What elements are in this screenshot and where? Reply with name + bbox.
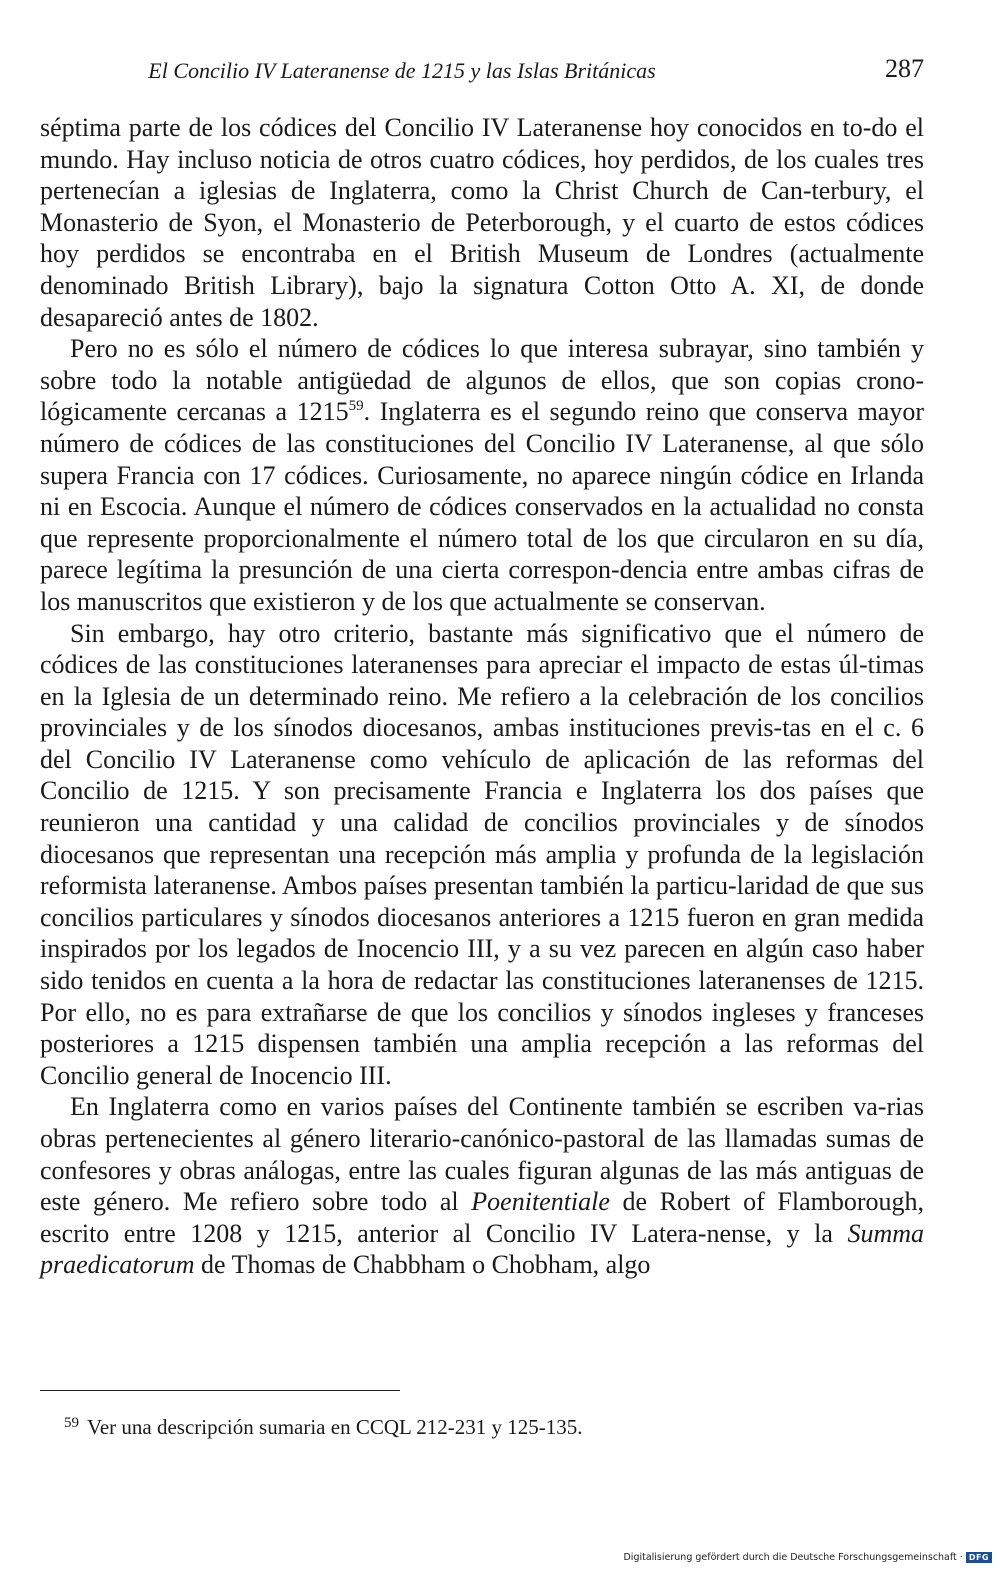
body-text (40, 112, 924, 1281)
page-header (40, 52, 924, 92)
paragraph-2 (40, 333, 924, 617)
footnote (64, 1410, 924, 1440)
footnote-reference[interactable]: 59 (348, 398, 364, 415)
paragraph-2-text-a: Pero no es sólo el número de códices lo que interesa subrayar, sino también y sobre todo la notable antigüedad de algunos de ellos, que son copias crono-lógicamente cercanas a 1215 (40, 334, 924, 427)
paragraph-4-text-c: de Thomas de Chabbham o Chobham, algo (194, 1250, 651, 1280)
paragraph-1: séptima parte de los códices del Concilio IV Lateranense hoy conocidos en to-do el mundo. Hay incluso noticia de otros cuatro códices, hoy perdidos, de los cuales tres pertenecían a iglesias de Inglaterra, como la Christ Church de Can-terbury, el Monasterio de Syon, el Monasterio de Peterborough, y el cuarto de estos códices hoy perdidos se encontraba en el British Museum de Londres (actualmente denominado British Library), bajo la signatura Cotton Otto A. XI, de donde desapareció antes de 1802. (40, 113, 924, 332)
digitization-credit (623, 1552, 992, 1563)
running-title: El Concilio IV Lateranense de 1215 y las Islas Británicas (148, 58, 656, 83)
dfg-logo: DFG (966, 1552, 992, 1563)
paragraph-4 (40, 1091, 924, 1281)
paragraph-4-text-a: En Inglaterra como en varios países del Continente también se escriben va-rias obras pertenecientes al género literario-canónico-pastoral de las llamadas sumas de confesores y obras análogas, entre las cuales figuran algunas de las más antiguas de este género. Me refiero sobre todo al (40, 1092, 924, 1217)
paragraph-4-text-b: de Robert of Flamborough, escrito entre 1208 y 1215, anterior al Concilio IV Latera-nense, y la (40, 1187, 924, 1248)
page-number: 287 (885, 54, 924, 83)
footnote-divider (40, 1390, 400, 1391)
credit-text: Digitalisierung gefördert durch die Deutsche Forschungsgemeinschaft · (623, 1552, 963, 1563)
footnote-text: Ver una descripción sumaria en CCQL 212-231 y 125-135. (87, 1415, 583, 1439)
footnote-number: 59 (64, 1415, 79, 1431)
paragraph-3: Sin embargo, hay otro criterio, bastante más significativo que el número de códices de las constituciones lateranenses para apreciar el impacto de estas úl-timas en la Iglesia de un determinado reino. Me refiero a la celebración de los concilios provinciales y de los sínodos diocesanos, ambas instituciones previs-tas en el c. 6 del Concilio IV Lateranense como vehículo de aplicación de las reformas del Concilio de 1215. Y son precisamente Francia e Inglaterra los dos países que reunieron una cantidad y una calidad de concilios provinciales y de sínodos diocesanos que representan una recepción más amplia y profunda de la legislación reformista lateranense. Ambos países presentan también la particu-laridad de que sus concilios particulares y sínodos diocesanos anteriores a 1215 fueron en gran medida inspirados por los legados de Inocencio III, y a su vez parecen en algún caso haber sido tenidos en cuenta a la hora de redactar las constituciones lateranenses de 1215. Por ello, no es para extrañarse de que los concilios y sínodos ingleses y franceses posteriores a 1215 dispensen también una amplia recepción a las reformas del Concilio general de Inocencio III. (40, 618, 924, 1090)
work-title-poenitentiale: Poenitentiale (471, 1187, 610, 1217)
work-title-summa: Summa praedicatorum (40, 1218, 924, 1280)
paragraph-2-text-b: . Inglaterra es el segundo reino que conserva mayor número de códices de las constituciones del Concilio IV Lateranense, al que sólo supera Francia con 17 códices. Curiosamente, no aparece ningún códice en Irlanda ni en Escocia. Aunque el número de códices conservados en la actualidad no consta que represente proporcionalmente el número total de los que circularon en su día, parece legítima la presunción de una cierta correspon-dencia entre ambas cifras de los manuscritos que existieron y de los que actualmente se conservan. (40, 397, 924, 616)
